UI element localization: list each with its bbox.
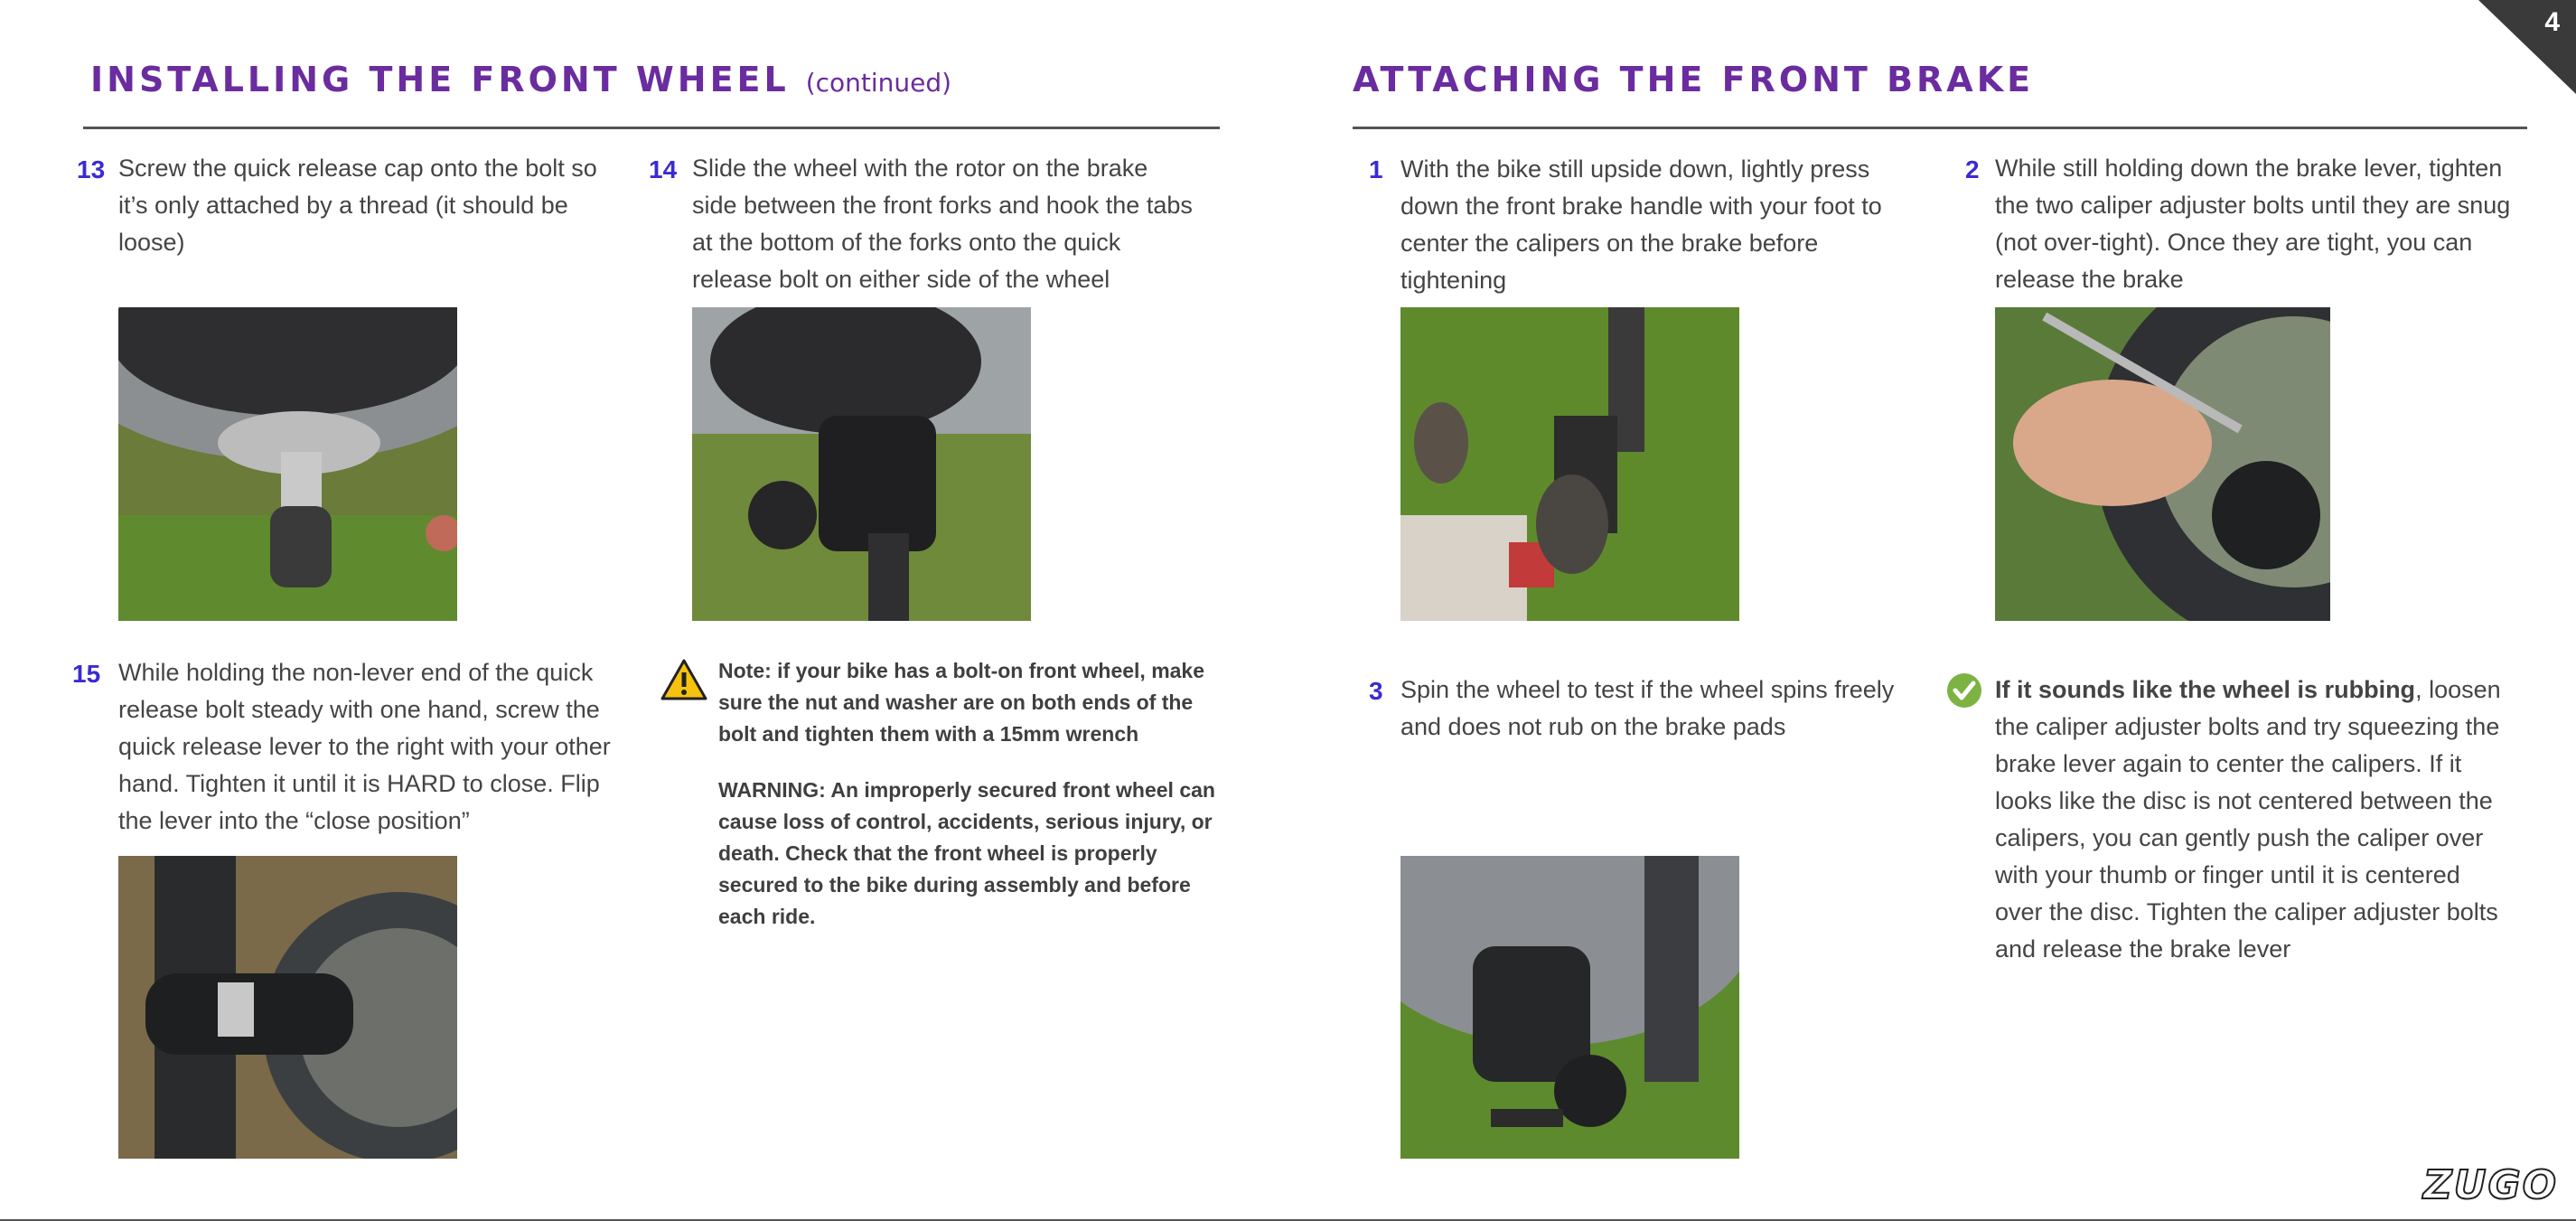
warning-triangle-icon	[660, 658, 707, 701]
step-1-number: 1	[1369, 155, 1383, 183]
front-wheel-warning: WARNING: An improperly secured front wheel can cause loss of control, accidents, serious injury, or death. Check that the front wheel is properly secured to the bike during assembly and before each ride.	[718, 778, 1215, 928]
step-14-text: Slide the wheel with the rotor on the brake side between the front forks and hook the tabs at the bottom of the forks onto the quick release bolt on either side of the wheel	[692, 155, 1193, 293]
left-section-title: INSTALLING THE FRONT WHEEL (continued)	[90, 60, 952, 99]
step-3-text: Spin the wheel to test if the wheel spins freely and does not rub on the brake pads	[1400, 676, 1895, 740]
step-15-photo-quick-release-lever	[118, 856, 457, 1159]
page-number: 4	[2544, 7, 2560, 37]
zugo-logo: ZUGO	[2422, 1162, 2558, 1208]
right-section-title: ATTACHING THE FRONT BRAKE	[1353, 60, 2035, 99]
rubbing-troubleshoot-tip	[1995, 672, 2501, 968]
rubbing-tip-body: , loosen the caliper adjuster bolts and try squeezing the brake lever again to center the calipers. If it looks like the disc is not centered between the calipers, you can gently push the caliper over with your thumb or finger until it is centered over the disc. Tighten the caliper adjuster bolts and release the brake lever	[1995, 676, 2501, 963]
step-1-photo-press-brake-with-foot	[1400, 307, 1739, 621]
step-2-text: While still holding down the brake lever, tighten the two caliper adjuster bolts until they are snug (not over-tight). Once they are tight, you can release the brake	[1995, 155, 2511, 293]
step-13-text: Screw the quick release cap onto the bolt so it’s only attached by a thread (it should be loose)	[118, 155, 597, 256]
rubbing-tip-lead: If it sounds like the wheel is rubbing	[1995, 676, 2416, 703]
step-15-number: 15	[72, 660, 101, 688]
step-13-number: 13	[77, 155, 106, 183]
step-3-photo-spin-wheel	[1400, 856, 1739, 1159]
step-2-number: 2	[1965, 155, 1980, 183]
step-3-number: 3	[1369, 677, 1383, 705]
step-14-photo-wheel-in-fork	[692, 307, 1031, 621]
left-title-divider	[83, 127, 1220, 129]
step-15-text: While holding the non-lever end of the quick release bolt steady with one hand, screw the quick release lever to the right with your other hand. Tighten it until it is HARD to close. Flip the lever into the “close position”	[118, 659, 611, 834]
right-title-divider	[1353, 127, 2527, 129]
step-2-photo-tighten-caliper-bolts	[1995, 307, 2330, 621]
step-1-text: With the bike still upside down, lightly press down the front brake handle with your foot to center the calipers on the brake before tightening	[1400, 155, 1882, 294]
step-14-number: 14	[649, 155, 678, 183]
page-corner	[2478, 0, 2576, 94]
bolt-on-wheel-note: Note: if your bike has a bolt-on front wheel, make sure the nut and washer are on both ends of the bolt and tighten them with a 15mm wrench	[718, 659, 1205, 746]
check-circle-icon	[1946, 672, 1982, 709]
step-13-photo-quick-release-cap	[118, 307, 457, 621]
